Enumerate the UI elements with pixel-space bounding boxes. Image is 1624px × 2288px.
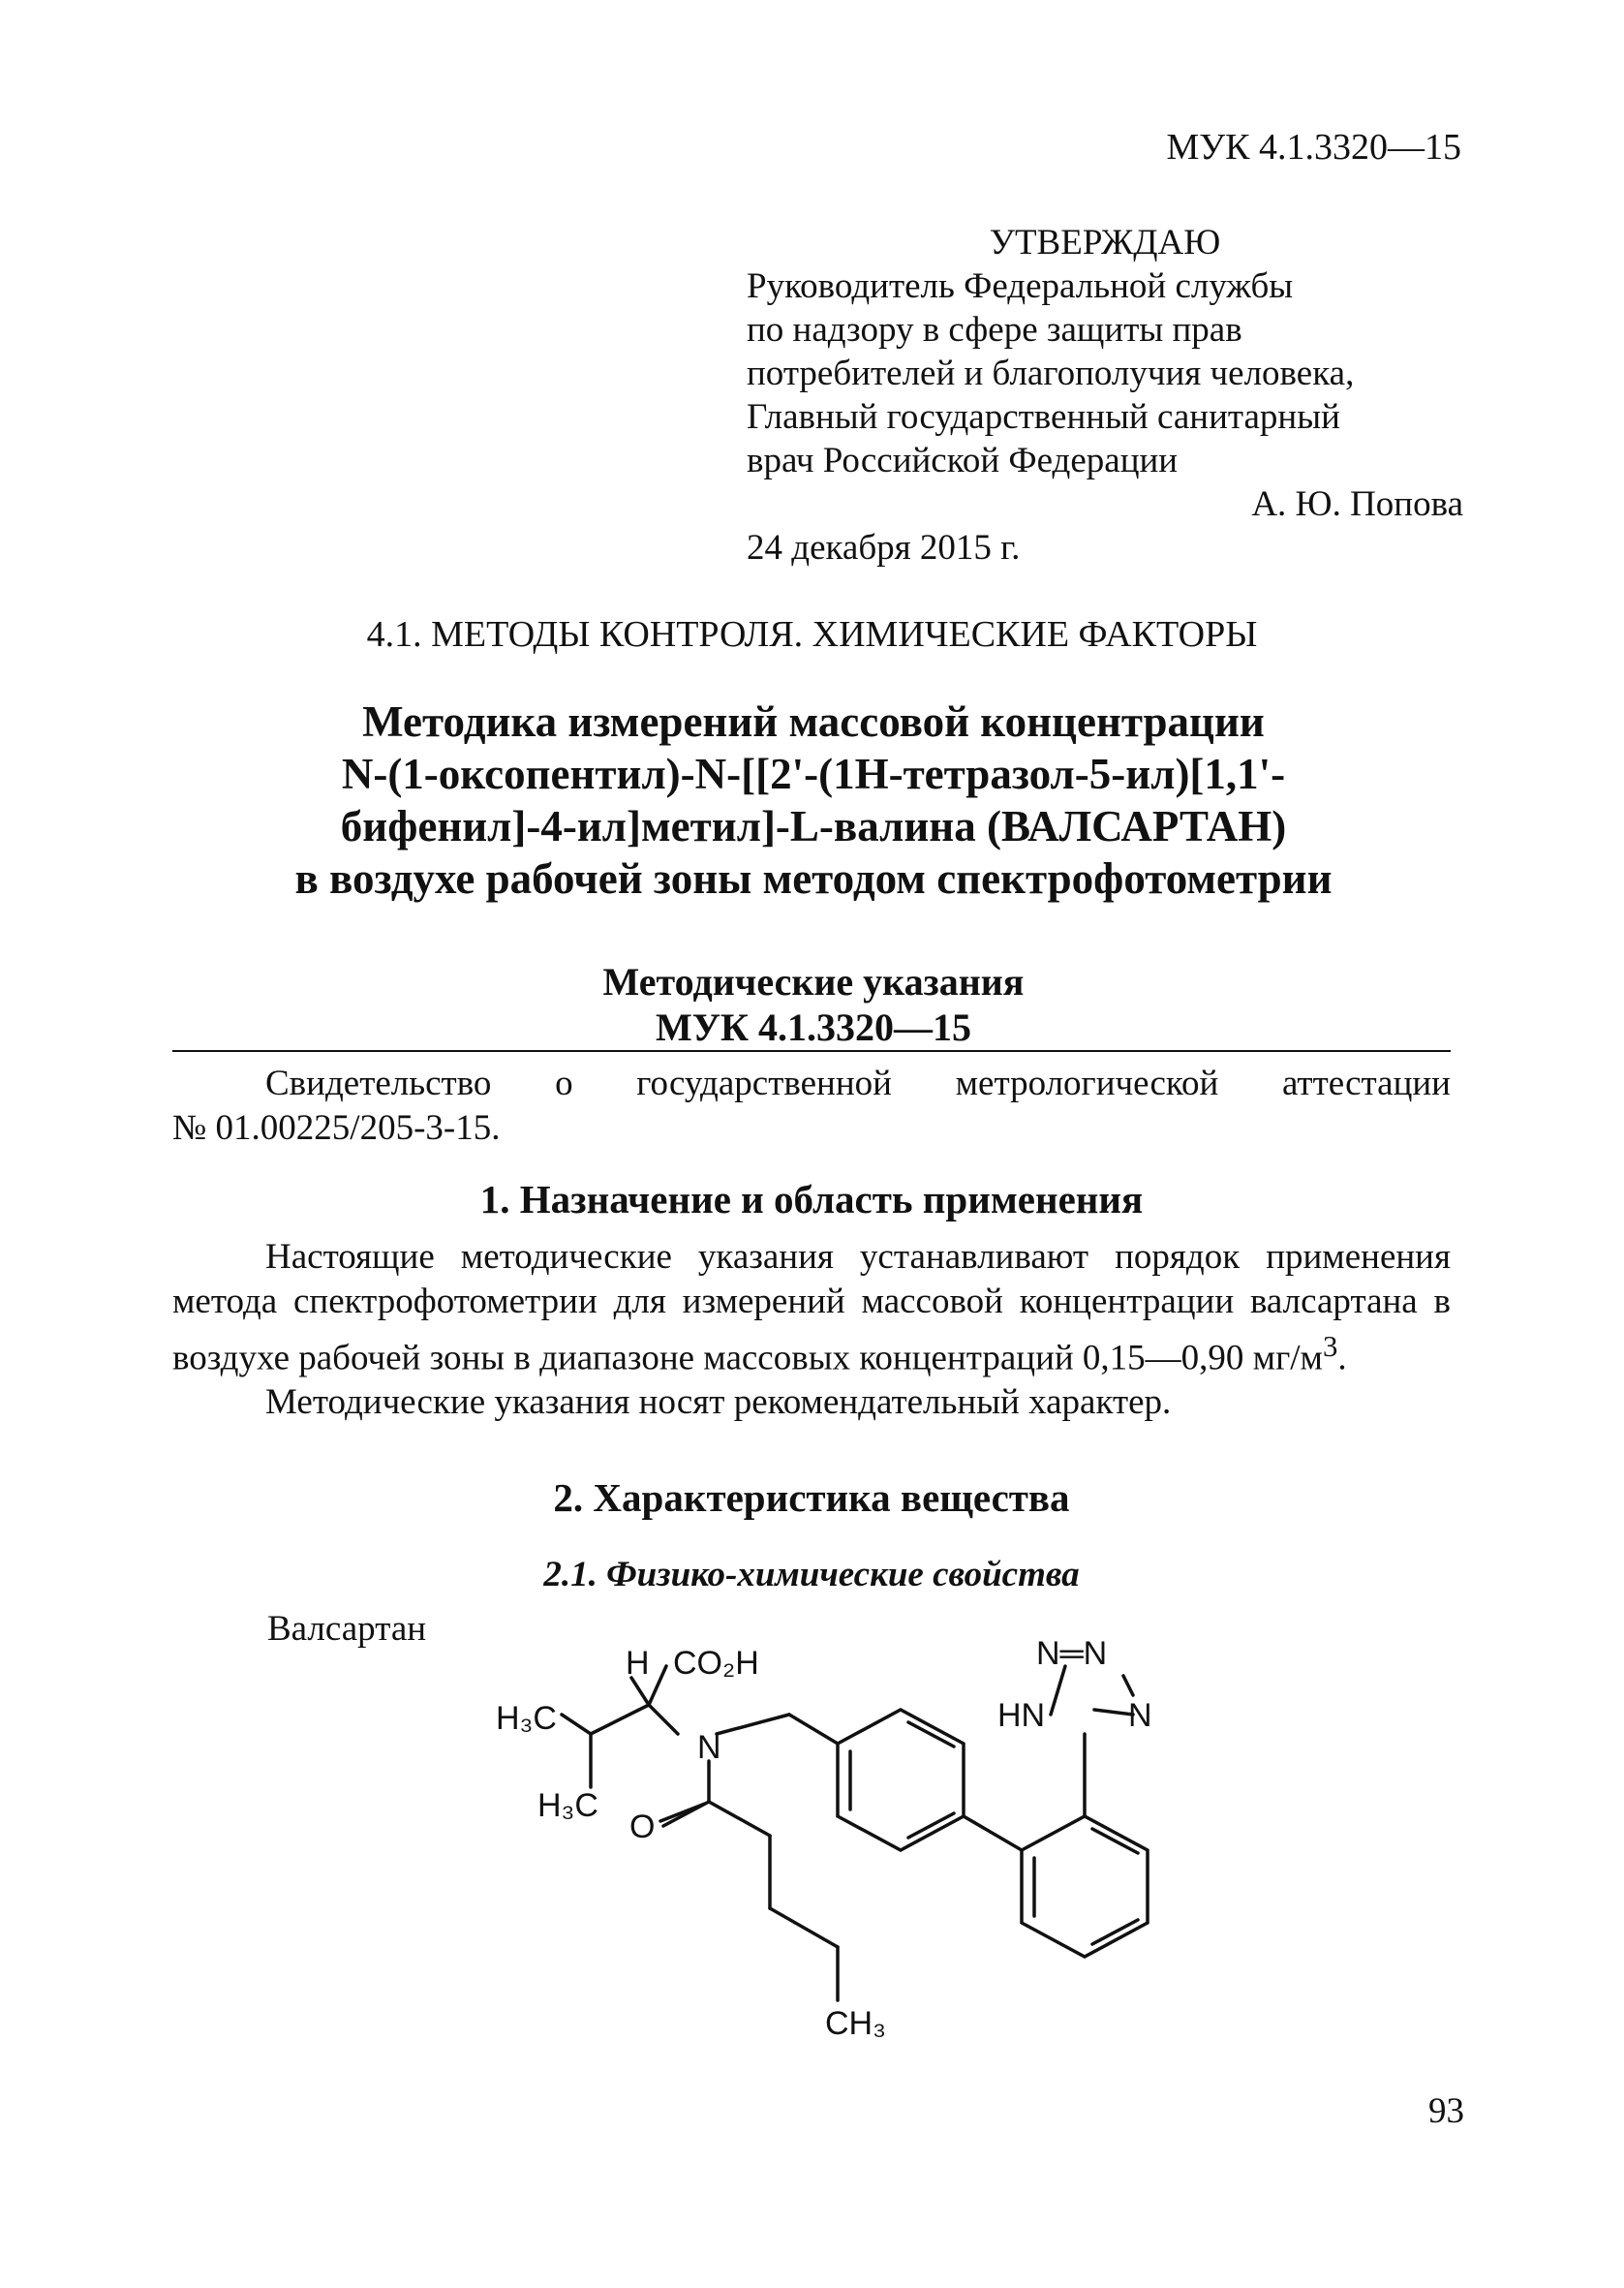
formula-label-n: N bbox=[697, 1729, 721, 1766]
approval-line: потребителей и благополучия человека, bbox=[747, 354, 1355, 393]
approval-line: по надзору в сфере защиты прав bbox=[747, 310, 1242, 350]
approval-heading: УТВЕРЖДАЮ bbox=[989, 223, 1221, 263]
document-title bbox=[174, 696, 1453, 905]
title-line: N-(1-оксопентил)-N-[[2'-(1H-тетразол-5-ил)[1,1'- bbox=[341, 750, 1286, 798]
approval-line: врач Российской Федерации bbox=[747, 441, 1179, 480]
certificate-text bbox=[172, 1062, 1451, 1151]
formula-label-hn: HN bbox=[997, 1697, 1046, 1734]
section-heading: 4.1. МЕТОДЫ КОНТРОЛЯ. ХИМИЧЕСКИЕ ФАКТОРЫ bbox=[366, 614, 1258, 655]
subtitle-code: МУК 4.1.3320—15 bbox=[655, 1005, 972, 1049]
approval-line: Руководитель Федеральной службы bbox=[747, 266, 1294, 306]
approval-signer: А. Ю. Попова bbox=[1251, 484, 1463, 524]
section-1 bbox=[172, 1176, 1451, 1222]
title-line: Методика измерений массовой концентрации bbox=[362, 697, 1265, 746]
section-1-paragraph: Настоящие методические указания устанавливают порядок применения метода спектрофотометрии для измерений массовой концентрации валсартана в воздухе рабочей зоны в диапазоне массовых концентраций 0,15—0,90 $мг/м^3$. bbox=[172, 1237, 1451, 1378]
formula-label-ch3: CH₃ bbox=[825, 2005, 886, 2042]
formula-label-h3c-top: H₃C bbox=[496, 1700, 557, 1737]
document-code: МУК 4.1.3320—15 bbox=[1166, 127, 1461, 168]
formula-label-h: H bbox=[626, 1645, 650, 1682]
subtitle-line: Методические указания bbox=[602, 960, 1025, 1004]
superscript: 3 bbox=[1322, 1330, 1338, 1363]
certificate-line: Свидетельство о государственной метрологической аттестации bbox=[265, 1064, 1451, 1103]
approval-line: Главный государственный санитарный bbox=[747, 397, 1340, 437]
substance-name: Валсартан bbox=[267, 1609, 427, 1649]
structural-formula bbox=[455, 1637, 1249, 2073]
divider bbox=[172, 1050, 1451, 1052]
subsection-heading: 2.1. Физико-химические свойства bbox=[543, 1555, 1080, 1594]
section-2 bbox=[172, 1474, 1451, 1521]
section-1-paragraph-2: Методические указания носят рекомендательный характер. bbox=[265, 1382, 1172, 1423]
section-2-heading: 2. Характеристика вещества bbox=[553, 1475, 1070, 1520]
approval-block bbox=[747, 221, 1463, 570]
title-line: бифенил]-4-ил]метил]-L-валина (ВАЛСАРТАН) bbox=[340, 802, 1287, 850]
formula-label-h3c-bottom: H₃C bbox=[537, 1787, 598, 1824]
page-number: 93 bbox=[1428, 2091, 1464, 2131]
section-1-body bbox=[172, 1235, 1451, 1425]
formula-label-tetrazole-n: N bbox=[1128, 1697, 1152, 1734]
title-line: в воздухе рабочей зоны методом спектрофотометрии bbox=[294, 854, 1333, 903]
certificate-number: № 01.00225/205-3-15. bbox=[172, 1108, 501, 1148]
formula-label-o: O bbox=[629, 1809, 656, 1845]
approval-date: 24 декабря 2015 г. bbox=[747, 528, 1021, 568]
formula-label-tetrazole-top: N═N bbox=[1036, 1637, 1108, 1672]
formula-label-co2h: CO₂H bbox=[673, 1645, 759, 1682]
document-subtitle bbox=[174, 959, 1453, 1050]
section-1-heading: 1. Назначение и область применения bbox=[479, 1177, 1144, 1221]
